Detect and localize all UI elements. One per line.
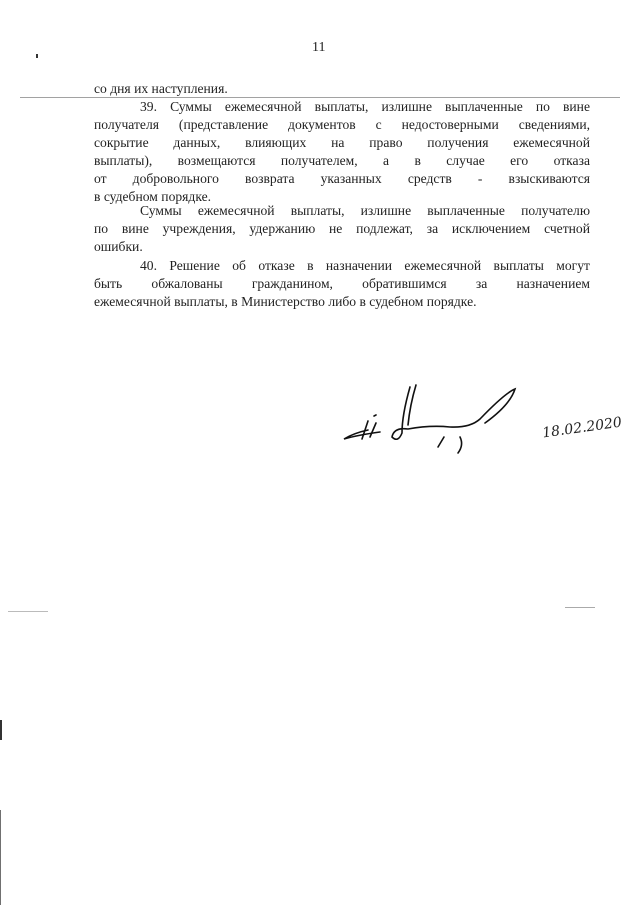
text-line: в судебном порядке. [94,189,212,204]
text-line: сокрытие данных, влияющих на право получения ежемесячной [94,135,590,150]
text-line: 39. Суммы ежемесячной выплаты, излишне выплаченные по вине [140,99,590,114]
text-line: ошибки. [94,239,143,254]
handwritten-signature [340,375,540,465]
scan-artifact-line [8,611,48,612]
text-line: быть обжалованы гражданином, обратившимся за назначением [94,276,590,291]
text-line: выплаты), возмещаются получателем, а в случае его отказа [94,153,590,168]
scan-artifact-mark [36,54,38,58]
handwritten-date: 18.02.2020 [541,414,623,442]
scan-artifact-mark [0,720,2,740]
scan-artifact-mark [0,810,1,905]
text-line: от добровольного возврата указанных средств - взыскиваются [94,171,590,186]
scan-artifact-line [565,607,595,608]
text-line: Суммы ежемесячной выплаты, излишне выплаченные получателю [140,203,590,218]
text-line: получателя (представление документов с недостоверными сведениями, [94,117,590,132]
text-line: 40. Решение об отказе в назначении ежемесячной выплаты могут [140,258,590,273]
text-line: по вине учреждения, удержанию не подлежат, за исключением счетной [94,221,590,236]
page-number: 11 [312,40,326,55]
text-line: ежемесячной выплаты, в Министерство либо в судебном порядке. [94,294,477,309]
continuation-line: со дня их наступления. [94,81,228,96]
